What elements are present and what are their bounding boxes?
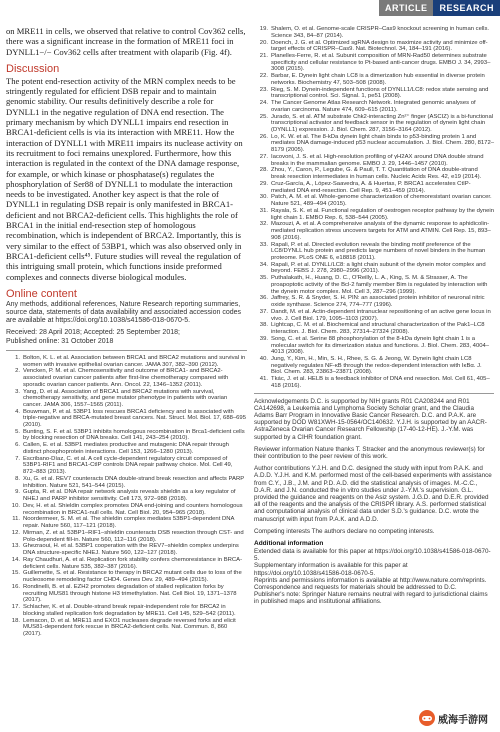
reference-item <box>6 530 247 543</box>
reference-list-right <box>254 26 494 390</box>
reference-item <box>254 262 494 275</box>
reference-text: Yang, D. et al. Association of BRCA1 and BRCA2 mutations with survival, chemotherapy sensitivity, and gene mutator phenotype in patients with ovarian cancer. JAMA 306, 1557–1565 (2011). <box>23 388 228 408</box>
reference-item <box>6 456 247 476</box>
reference-item <box>254 376 494 389</box>
reference-number: 19. <box>259 26 268 32</box>
reference-number: 27. <box>259 153 268 160</box>
competing-interests: Competing interests The authors declare no competing interests. <box>254 527 435 535</box>
reference-number: 9. <box>15 489 20 496</box>
reference-text: Lo, K. W. et al. The 8-kDa dynein light chain binds to p53-binding protein 1 and mediates DNA damage-induced p53 nuclear accumulation. J. Biol. Chem. 280, 8172–8179 (2005). <box>271 133 494 154</box>
acknowledgements: Acknowledgements D.C. is supported by NIH grants R01 CA208244 and R01 CA142698, a Leukemia and Lymphoma Society Scholar grant, and the Claudia Adams Barr Program in Innovative Basic Cancer Research. D.C. and P.A.K. are supported by DOD W81XWH-15-0564/OC140632. Y.J.H. is supported by an AACR-AstraZeneca Ovarian Cancer Research Fellowship (17-40-12-HE). J.-Y.M. was supported by a CIHR foundation grant. <box>254 397 487 441</box>
discussion-heading: Discussion <box>6 62 60 75</box>
online-content-heading: Online content <box>6 287 77 300</box>
reference-item <box>6 355 247 368</box>
reference-item <box>254 167 494 180</box>
reference-text: Jung, Y., Kim, H., Min, S. H., Rhee, S. G. & Jeong, W. Dynein light chain LC8 negatively regulates NF-κB through the redox-dependent interaction with IκBα. J. Biol. Chem. 283, 23863–23871 (2008). <box>271 356 482 376</box>
intro-paragraph: on MRE11 in cells, we observed that relative to control Cov362 cells, there was a significant increase in the formation of MRE11 foci in DYNLL1−/− Cov362 cells after treatment with olaparib (Fig. 4f). <box>6 26 246 57</box>
research-tag: RESEARCH <box>433 0 500 16</box>
reference-text: Mirman, Z. et al. 53BP1–RIF1–shieldin counteracts DSB resection through CST- and Polα-dependent fill-in. Nature 560, 112–116 (2018). <box>23 529 244 543</box>
reference-item <box>254 295 494 308</box>
reference-number: 35. <box>259 275 268 282</box>
reference-text: Lemacon, D. et al. MRE11 and EXO1 nucleases degrade reversed forks and elicit MUS81-dependent fork rescue in BRCA2-deficient cells. Nat. Commun. 8, 860 (2017). <box>23 617 236 637</box>
reference-number: 31. <box>259 207 268 214</box>
reference-item <box>254 221 494 241</box>
reference-text: Patch, A. M. et al. Whole-genome characterization of chemoresistant ovarian cancer. Nature 521, 489–494 (2015). <box>271 194 492 208</box>
reference-number: 22. <box>259 73 268 80</box>
reference-text: Ghezraoui, H. et al. 53BP1 cooperation with the REV7–shieldin complex underpins DNA structure-specific NHEJ. Nature 560, 122–127 (2018). <box>23 543 239 557</box>
reference-number: 20. <box>259 39 268 46</box>
reference-item <box>254 336 494 356</box>
reference-number: 3. <box>15 388 20 395</box>
reference-number: 16. <box>11 583 20 590</box>
reference-number: 21. <box>259 53 268 59</box>
reference-text: Mazouzi, A. et al. A comprehensive analysis of the dynamic response to aphidicolin-mediated replication stress uncovers targets for ATM and ATMIN. Cell Rep. 15, 893–908 (2016). <box>271 221 491 241</box>
reference-number: 39. <box>259 335 268 342</box>
reference-item <box>6 584 247 604</box>
reference-text: Bouwman, P. et al. 53BP1 loss rescues BRCA1 deficiency and is associated with triple-negative and BRCA-mutated breast cancers. Nat. Struct. Mol. Biol. 17, 688–695 (2010). <box>23 408 246 428</box>
reference-number: 30. <box>259 194 268 201</box>
article-tag: ARTICLE <box>379 0 434 16</box>
reference-number: 41. <box>259 376 268 383</box>
reference-item <box>6 442 247 455</box>
supplementary-note: Supplementary information is available for this paper at https://doi.org/10.1038/s41586-018-0670-5. <box>254 562 408 577</box>
publisher-note: Publisher's note: Springer Nature remains neutral with regard to jurisdictional claims in published maps and institutional affiliations. <box>254 591 488 606</box>
reference-item <box>6 503 247 516</box>
reference-number: 25. <box>259 113 268 120</box>
reference-text: Puthalakath, H., Huang, D. C., O'Reilly, L. A., King, S. M. & Strasser, A. The proapoptotic activity of the Bcl-2 family member Bim is regulated by interaction with the dynein motor complex. Mol. Cell 3, 287–296 (1999). <box>271 275 488 295</box>
reference-text: Xu, G. et al. REV7 counteracts DNA double-strand break resection and affects PARP inhibition. Nature 521, 541–544 (2015). <box>23 475 245 489</box>
reference-number: 11. <box>12 516 20 523</box>
reference-number: 33. <box>259 241 268 248</box>
reviewer-information: Reviewer information Nature thanks T. Stracker and the anonymous reviewer(s) for their contribution to the peer review of this work. <box>254 445 485 460</box>
reference-item <box>6 618 247 638</box>
reference-item <box>254 242 494 262</box>
reference-number: 37. <box>259 308 268 315</box>
reference-text: Gupta, R. et al. DNA repair network analysis reveals shieldin as a key regulator of NHEJ and PARP inhibitor sensitivity. Cell 173, 972–988 (2018). <box>23 489 236 503</box>
reference-number: 6. <box>15 442 20 449</box>
reference-item <box>254 114 494 134</box>
reference-number: 1. <box>15 354 20 361</box>
reference-item <box>254 73 494 86</box>
reference-text: Tkác, J. et al. HELB is a feedback inhibitor of DNA end resection. Mol. Cell 61, 405–418 (2016). <box>271 376 490 389</box>
reference-number: 24. <box>259 100 268 107</box>
correspondence-note: Correspondence and requests for materials should be addressed to D.C. <box>254 584 457 592</box>
watermark[interactable] <box>417 708 494 728</box>
reference-text: Iacovoni, J. S. et al. High-resolution profiling of γH2AX around DNA double strand breaks in the mammalian genome. EMBO J. 29, 1446–1457 (2010). <box>271 153 484 167</box>
reference-item <box>254 100 494 113</box>
reference-text: Rayala, S. K. et al. Functional regulation of oestrogen receptor pathway by the dynein light chain 1. EMBO Rep. 6, 538–544 (2005). <box>271 207 494 221</box>
author-contributions: Author contributions Y.J.H. and D.C. designed the study with input from P.A.K. and A.D.D. Y.J.H. and K.M. performed most of the cell-based experiments with assistance from C.Y., J.B., J.M. and P.D. A.D. did the statistical analysis of images. M.-C.C., D.A.R. and J.N. conducted the in vitro studies under J.-Y.M.'s supervision. G.L. provided the guidance and reagents on the Asiz system. J.G.D. and D.E.R. provided all of the reagents and the analysis of the CRISPR library. A.S. performed statistical and computational analysis of clinical data under S.D.'s guidance. D.C. wrote the manuscript with input from P.A.K. and A.D.D. <box>254 465 492 523</box>
reference-number: 34. <box>259 261 268 268</box>
reference-text: Noordermeer, S. M. et al. The shieldin complex mediates 53BP1-dependent DNA repair. Nature 560, 117–121 (2018). <box>23 516 235 530</box>
reference-text: Planelles-Ferre, R. et al. Subunit composition of MRN-Rad50 determines substrate specificity and cellular resistance to Pt-based anti-cancer drugs. EMBO J. 34, 2993–3008 (2015). <box>271 53 491 73</box>
discussion-paragraph: The potent end-resection activity of the MRN complex needs to be stringently regulated for efficient DSB repair and to maintain genomic stability. Our results definitively describe a role for DYNLL1 in the negative regulation of DNA end resection. The primary mechanism by which DYNLL1 impairs end resection in BRCA1-deficient cells is via its interaction with MRE11. How the interaction of DYNLL1 with MRE11 impairs its nuclease activity on its recruitment to foci remains unexplored. Furthermore, how this interaction is regulated in the context of the DNA damage response, for example, or which kinase or phosphatase(s) regulates the phosphorylation of Ser88 of DYNLL1 to modulate the interaction needs to be investigated. Another key aspect is that the role of DYNLL1 in regulating DSB repair is only manifested in BRCA1-deficient and not BRCA2-deficient cells. This highlights the role of BRCA1 in the initial end-resection step of homologous recombination, which is independent of BRCA2. Importantly, this is very similar to the effect of 53BP1, which was also observed only in BRCA1-deficient cells⁴⁵. Future studies will reveal the regulation of this intriguing small protein, which functions inside preformed complexes and connects diverse biological modules. <box>6 75 243 282</box>
reference-text: Jurado, S. et al. ATM substrate Chk2-interacting Zn²⁺ finger (ASCIZ) is a bi-functional transcriptional activator and feedback sensor in the regulation of dynein light chain (DYNLL1) expression. J. Biol. Chem. 287, 3156–3164 (2012). <box>271 113 494 133</box>
reference-number: 40. <box>259 356 268 363</box>
reference-text: The Cancer Genome Atlas Research Network. Integrated genomic analyses of ovarian carcinoma. Nature 474, 609–615 (2011). <box>271 100 476 113</box>
additional-information-heading: Additional information <box>254 540 324 548</box>
reference-text: Rapali, P. et al. DYNLL/LC8: a light chain subunit of the dynein motor complex and beyond. FEBS J. 278, 2980–2996 (2011). <box>271 261 486 275</box>
reference-item <box>6 489 247 502</box>
reference-item <box>254 134 494 154</box>
reference-text: Escribano-Díaz, C. et al. A cell cycle-dependent regulatory circuit composed of 53BP1-RIF1 and BRCA1-CtIP controls DNA repair pathway choice. Mol. Cell 49, 872–883 (2013). <box>23 455 233 476</box>
reference-item <box>254 208 494 221</box>
reference-text: Song, C. et al. Serine 88 phosphorylation of the 8-kDa dynein light chain 1 is a molecular switch for its dimerization status and functions. J. Biol. Chem. 283, 4004–4013 (2008). <box>271 335 490 356</box>
reference-text: Zhou, Y., Caron, P., Legube, G. & Paull, T. T. Quantitation of DNA double-strand break resection intermediates in human cells. Nucleic Acids Res. 42, e19 (2014). <box>271 167 482 181</box>
reference-number: 36. <box>259 295 268 302</box>
reference-item <box>6 389 247 409</box>
reference-list-left <box>6 355 247 638</box>
reference-number: 18. <box>11 617 20 624</box>
reference-item <box>6 557 247 570</box>
reference-item <box>254 26 494 39</box>
reference-item <box>254 154 494 167</box>
reference-text: Callen, E. et al. 53BP1 mediates productive and mutagenic DNA repair through distinct phosphoprotein interactions. Cell 153, 1266–1280 (2013). <box>23 442 229 455</box>
watermark-text: 威海手游网 <box>438 714 488 726</box>
reference-text: Guillemette, S. et al. Resistance to therapy in BRCA2 mutant cells due to loss of the nucleosome remodeling factor CHD4. Genes Dev. 29, 489–494 (2015). <box>23 570 242 584</box>
reference-item <box>254 356 494 376</box>
reference-text: Barbar, E. Dynein light chain LC8 is a dimerization hub essential in diverse protein networks. Biochemistry 47, 503–508 (2008). <box>271 73 485 86</box>
reference-number: 12. <box>11 529 20 536</box>
publication-dates: Received: 28 April 2018; Accepted: 25 September 2018; Published online: 31 October 2018 <box>6 329 180 345</box>
reference-number: 13. <box>11 543 20 550</box>
reference-item <box>6 543 247 556</box>
online-content-text: Any methods, additional references, Nature Research reporting summaries, source data, statements of data availability and associated accession codes are available at https://doi.org/10.1038/s41586-018-0670-5. <box>6 300 242 325</box>
reference-item <box>6 476 247 489</box>
reference-text: Bunting, S. F. et al. 53BP1 inhibits homologous recombination in Brca1-deficient cells by blocking resection of DNA breaks. Cell 141, 243–254 (2010). <box>23 428 245 442</box>
reference-number: 10. <box>11 502 20 509</box>
reference-text: Doench, J. G. et al. Optimized sgRNA design to maximize activity and minimize off-target effects of CRISPR–Cas9. Nat. Biotechnol. 34, 184–191 (2016). <box>271 39 488 53</box>
reference-text: Cruz-García, A., López-Saavedra, A. & Huertas, P. BRCA1 accelerates CtIP-mediated DNA end-resection. Cell Rep. 9, 451–459 (2014). <box>271 180 471 194</box>
divider <box>6 350 247 351</box>
reference-item <box>6 570 247 583</box>
extended-data-note: Extended data is available for this paper at https://doi.org/10.1038/s41586-018-0670-5. <box>254 548 491 563</box>
reference-item <box>6 409 247 429</box>
reference-text: Ray Chaudhuri, A. et al. Replication fork stability confers chemoresistance in BRCA-deficient cells. Nature 535, 382–387 (2016). <box>23 556 243 570</box>
reference-item <box>6 516 247 529</box>
reprints-note: Reprints and permissions information is available at http://www.nature.com/reprints. <box>254 576 487 584</box>
reference-number: 32. <box>259 221 268 228</box>
reference-item <box>6 604 247 617</box>
reference-text: Dev, H. et al. Shieldin complex promotes DNA end-joining and counters homologous recombination in BRCA1-null cells. Nat. Cell Biol. 20, 954–965 (2018). <box>23 502 243 516</box>
right-column <box>254 26 494 611</box>
reference-number: 15. <box>11 570 20 577</box>
reference-text: Rondinelli, B. et al. EZH2 promotes degradation of stalled replication forks by recruiting MUS81 through histone H3 trimethylation. Nat. Cell Biol. 19, 1371–1378 (2017). <box>23 583 237 604</box>
reference-number: 4. <box>15 408 20 415</box>
divider <box>254 393 494 394</box>
reference-number: 5. <box>15 428 20 435</box>
reference-number: 26. <box>259 133 268 140</box>
reference-item <box>254 194 494 207</box>
reference-item <box>254 40 494 53</box>
reference-item <box>254 181 494 194</box>
reference-text: Vencken, P. M. et al. Chemosensitivity and outcome of BRCA1- and BRCA2-associated ovarian cancer patients after first-line chemotherapy compared with sporadic ovarian cancer patients. Ann. Oncol. 22, 1346–1352 (2011). <box>23 368 229 388</box>
reference-text: Lightcap, C. M. et al. Biochemical and structural characterization of the Pak1–LC8 interaction. J. Biol. Chem. 283, 27314–27324 (2008). <box>271 322 485 336</box>
reference-text: Dandt, M. et al. Actin-dependent intranuclear repositioning of an active gene locus in vivo. J. Cell Biol. 179, 1095–1103 (2007). <box>271 308 491 322</box>
reference-item <box>254 87 494 100</box>
reference-item <box>6 368 247 388</box>
reference-number: 7. <box>15 455 20 462</box>
reference-item <box>254 275 494 295</box>
reference-number: 23. <box>259 86 268 93</box>
reference-text: Shalem, O. et al. Genome-scale CRISPR–Cas9 knockout screening in human cells. Science 343, 84–87 (2014). <box>271 26 490 39</box>
reference-number: 38. <box>259 322 268 329</box>
reference-number: 8. <box>15 475 20 482</box>
reference-text: Bolton, K. L. et al. Association between BRCA1 and BRCA2 mutations and survival in women with invasive epithelial ovarian cancer. JAMA 307, 382–390 (2012). <box>23 354 246 368</box>
game-controller-icon <box>419 710 435 726</box>
reference-text: Rapali, P. et al. Directed evolution reveals the binding motif preference of the LC8/DYNLL hub protein and predicts large numbers of novel binders in the human proteome. PLoS ONE 6, e18818 (2011). <box>271 241 486 261</box>
left-column <box>6 26 247 638</box>
reference-text: Jaffrey, S. R. & Snyder, S. H. PIN: an associated protein inhibitor of neuronal nitric oxide synthase. Science 274, 774–777 (1996). <box>271 295 485 309</box>
reference-item <box>254 309 494 322</box>
reference-number: 17. <box>11 604 20 611</box>
reference-number: 14. <box>11 556 20 563</box>
reference-number: 2. <box>15 368 20 375</box>
reference-item <box>6 429 247 442</box>
reference-number: 29. <box>259 180 268 187</box>
reference-item <box>254 322 494 335</box>
reference-text: Rieg, S. M. Dynein-independent functions of DYNLL1/LC8: redox state sensing and transcriptional control. Sci. Signal. 1, pe51 (2008). <box>271 86 489 100</box>
header-tags <box>379 0 500 16</box>
reference-text: Schlacher, K. et al. Double-strand break repair-independent role for BRCA2 in blocking stalled replication fork degradation by MRE11. Cell 145, 529–542 (2011). <box>23 604 236 617</box>
reference-number: 28. <box>259 167 268 174</box>
reference-item <box>254 53 494 73</box>
